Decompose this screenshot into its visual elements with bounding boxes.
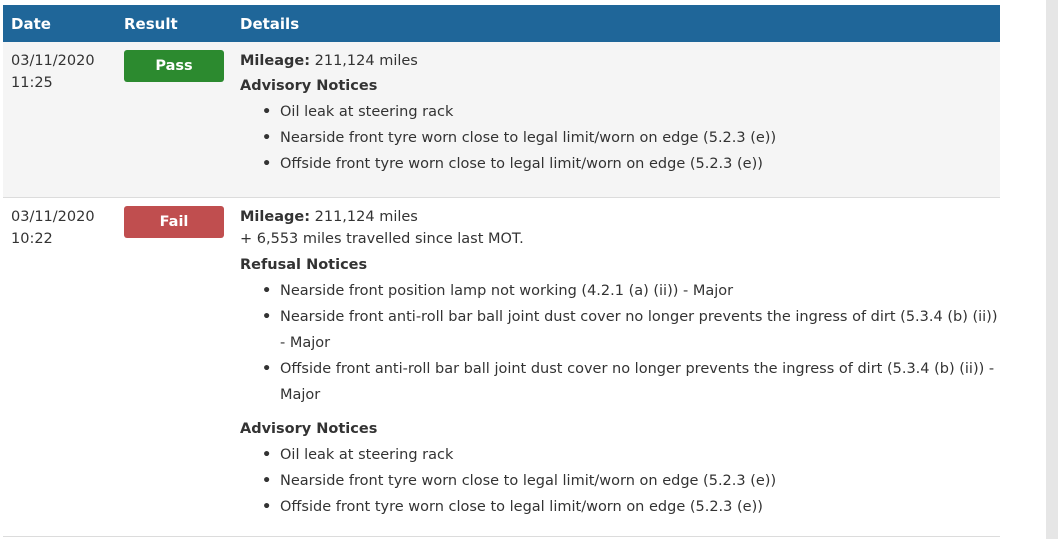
refusal-list xyxy=(240,278,1000,408)
list-item: • Offside front tyre worn close to legal limit/worn on edge (5.2.3 (e)) xyxy=(262,151,1000,177)
mileage-label: Mileage: xyxy=(240,209,311,225)
mileage-value: 211,124 miles xyxy=(314,53,418,69)
advisory-list xyxy=(240,99,1000,177)
header-details: Details xyxy=(240,14,300,33)
refusal-title: Refusal Notices xyxy=(240,257,368,273)
result-cell xyxy=(116,198,232,536)
list-item: • Nearside front tyre worn close to legal limit/worn on edge (5.2.3 (e)) xyxy=(262,468,1000,494)
advisory-title: Advisory Notices xyxy=(240,421,378,437)
scrollbar[interactable] xyxy=(1046,0,1058,539)
table-header xyxy=(3,5,1000,42)
table-row xyxy=(3,198,1000,537)
mileage-label: Mileage: xyxy=(240,53,311,69)
header-date: Date xyxy=(11,14,51,33)
test-date: 03/11/2020 xyxy=(11,209,95,225)
fail-badge: Fail xyxy=(124,206,224,238)
mileage xyxy=(240,50,1000,72)
test-date-cell xyxy=(3,42,116,197)
list-item: • Oil leak at steering rack xyxy=(262,442,1000,468)
test-date-cell xyxy=(3,198,116,536)
list-item: • Nearside front tyre worn close to legal limit/worn on edge (5.2.3 (e)) xyxy=(262,125,1000,151)
list-item: • Offside front anti-roll bar ball joint dust cover no longer prevents the ingress of dirt (5.3.4 (b) (ii)) - Major xyxy=(262,356,1000,408)
result-cell xyxy=(116,42,232,197)
mot-history-table xyxy=(3,5,1000,537)
mileage xyxy=(240,206,1000,228)
test-date: 03/11/2020 xyxy=(11,53,95,69)
advisory-title: Advisory Notices xyxy=(240,78,378,94)
list-item: • Offside front tyre worn close to legal limit/worn on edge (5.2.3 (e)) xyxy=(262,494,1000,520)
test-time: 10:22 xyxy=(11,231,53,247)
advisory-list xyxy=(240,442,1000,520)
list-item: • Nearside front anti-roll bar ball joint dust cover no longer prevents the ingress of dirt (5.3.4 (b) (ii)) - Major xyxy=(262,304,1000,356)
mileage-value: 211,124 miles xyxy=(314,209,418,225)
pass-badge: Pass xyxy=(124,50,224,82)
list-item: • Nearside front position lamp not working (4.2.1 (a) (ii)) - Major xyxy=(262,278,1000,304)
miles-travelled: + 6,553 miles travelled since last MOT. xyxy=(240,231,524,247)
list-item: • Oil leak at steering rack xyxy=(262,99,1000,125)
header-result: Result xyxy=(124,14,178,33)
table-row xyxy=(3,42,1000,198)
details-cell xyxy=(232,42,1000,197)
details-cell xyxy=(232,198,1000,536)
test-time: 11:25 xyxy=(11,75,53,91)
